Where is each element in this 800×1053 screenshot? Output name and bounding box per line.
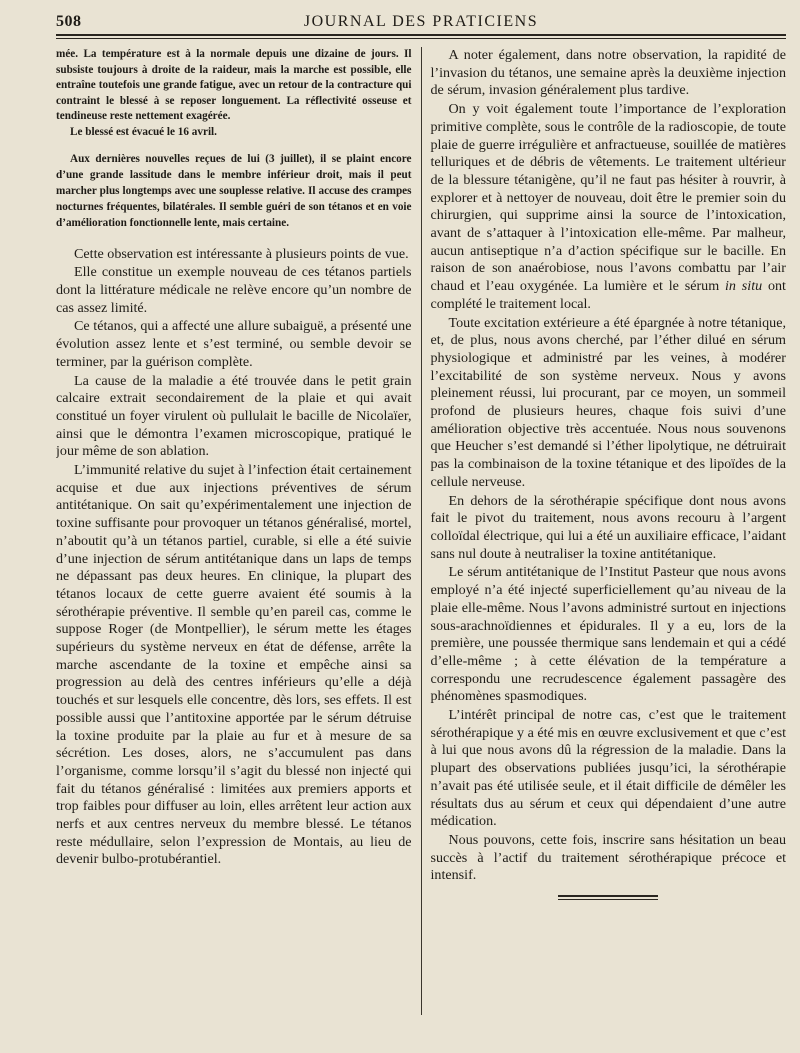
body-paragraph: La cause de la maladie a été trouvée dans le petit grain calcaire extrait secondairement de la plaie et qui avait constitué un foyer virulent où pullulait le bacille de Nicolaïer, ainsi que le démontra l’examen microscopique, pratiqué le jour même de son ablation. xyxy=(56,372,412,460)
body-paragraph: A noter également, dans notre observation, la rapidité de l’invasion du tétanos, une semaine après la deuxième injection de sérum, invasion généralement plus tardive. xyxy=(430,47,786,99)
body-paragraph: Elle constitue un exemple nouveau de ces tétanos partiels dont la littérature médicale ne relève encore qu’un nombre de cas assez limité. xyxy=(56,264,412,316)
latest-news-paragraph: Aux dernières nouvelles reçues de lui (3 juillet), il se plaint encore d’une grande lassitude dans le membre inférieur droit, mais il peut marcher plus longtemps avec une souplesse relative. Il accuse des crampes nocturnes fréquentes, bilatérales. Il semble guéri de son tétanos et en voie d’amélioration fonctionnelle lente, mais certaine. xyxy=(56,152,412,230)
page-header xyxy=(56,10,786,36)
two-column-body xyxy=(56,47,786,1015)
body-text: On y voit également toute l’importance de l’exploration primitive complète, sous le contrôle de la radioscopie, de toute plaie de guerre irrégulière et anfractueuse, souillée de matières telluriques et de débris de vêtements. Le traitement ultérieur de la blessure tétanigène, qu’il ne faut pas hésiter à rouvrir, à explorer et à nettoyer de nouveau, doit être le premier soin du chirurgien, qui supprime ainsi la source de l’intoxication, avant de s’attaquer à l’intoxication elle-même. Par malheur, aucun antiseptique n’a d’action spécifique sur le bacille. En raison de son anaérobiose, nous l’avons combattu par l’air chaud et l’eau oxygénée. La lumière et le sérum xyxy=(430,101,786,295)
body-paragraph: L’intérêt principal de notre cas, c’est que le traitement sérothérapique y a été mis en œuvre exclusivement et que c’est à lui que nous avons dû la régression de la maladie. Dans la plupart des observations publiées jusqu’ici, la sérothérapie n’avait pas été utilisée seule, et il était difficile de démêler les résultats dus au sérum et ceux qui dépendaient d’une autre médication. xyxy=(430,707,786,830)
body-paragraph: Ce tétanos, qui a affecté une allure subaiguë, a présenté une évolution assez lente et s’est terminé, ou semble devoir se terminer, par la guérison complète. xyxy=(56,318,412,370)
case-notes xyxy=(56,47,412,141)
in-situ-italic: in situ xyxy=(725,278,763,295)
body-paragraph: Nous pouvons, cette fois, inscrire sans hésitation un beau succès à l’actif du traitement sérothérapique précoce et intensif. xyxy=(430,831,786,884)
body-paragraph: Cette observation est intéressante à plusieurs points de vue. xyxy=(74,245,409,262)
body-paragraph: Toute excitation extérieure a été épargnée à notre tétanique, et, de plus, nous avons cherché, par l’éther dilué en sérum physiologique et administré par les veines, à modérer l’excitabilité de son système nerveux. Nous y avons pleinement réussi, lui procurant, par ce moyen, un sommeil profond de plusieurs heures, chaque fois suivi d’une amélioration objective très accentuée. Nous nous souvenons que Heucher s’est demandé si l’éther lipolytique, ne détruirait pas la combinaison de la toxine tétanique et des lipoïdes de la cellule nerveuse. xyxy=(430,314,786,490)
article-end-rule xyxy=(558,895,658,897)
right-body-text xyxy=(431,47,787,885)
body-paragraph xyxy=(431,101,787,313)
case-note-paragraph: mée. La température est à la normale depuis une dizaine de jours. Il subsiste toujours à droite de la raideur, mais la marche est possible, elle entraîne toutefois une grande fatigue, avec un retour de la contracture qui contraint le blessé à se reposer longuement. La réflectivité osseuse et tendineuse reste nettement exagérée. xyxy=(56,48,412,123)
body-paragraph: En dehors de la sérothérapie spécifique dont nous avons fait le pivot du traitement, nous avons recouru à l’argent colloïdal électrique, qui lui a été un auxiliaire efficace, l’aidant sans nul doute à neutraliser la toxine antitétanique. xyxy=(430,492,786,562)
left-body-text xyxy=(56,246,412,870)
journal-title: JOURNAL DES PRATICIENS xyxy=(303,13,539,30)
right-column xyxy=(422,47,787,1015)
case-note-paragraph: Le blessé est évacué le 16 avril. xyxy=(70,125,217,138)
header-rule xyxy=(56,38,786,39)
body-text: ont complété le traitement local. xyxy=(430,278,786,312)
body-paragraph: Le sérum antitétanique de l’Institut Pasteur que nous avons employé n’a été injecté superficiellement qu’au niveau de la plaie elle-même. Nous l’avons administré surtout en injections sous-arachnoïdiennes et épidurales. Il y a eu, lors de la première, une poussée thermique sans lendemain et qui a cédé d’elle-même ; à cette élévation de la température a correspondu une recrudescence également passagère des phénomènes spasmodiques. xyxy=(430,564,786,705)
left-column xyxy=(56,47,421,1015)
body-paragraph: L’immunité relative du sujet à l’infection était certainement acquise et due aux injections préventives de sérum antitétanique. On sait qu’expérimentalement une injection de toxine suffisante pour provoquer un tétanos généralisé, mortel, n’aboutit qu’à un tétanos partiel, curable, si elle a été suivie d’une injection de sérum antitétanique dans un laps de temps ne dépassant pas deux heures. En clinique, la plupart des tétanos locaux de cette guerre avaient été soumis à la sérothérapie préventive. Il semble qu’en pareil cas, comme le suppose Roger (de Montpellier), le sérum mette les étages supérieurs du système nerveux en état de défense, arrête la marche ascendante de la toxine et empêche ainsi sa progression au delà des centres inférieurs qu’elle a déjà touchés et sur lesquels elle concentre, dès lors, ses effets. Il est possible aussi que l’antitoxine apportée par le sérum détruise la toxine produite par la plaie au fur et à mesure de sa sécrétion. Les doses, alors, ne s’accumulent pas dans l’organisme, comme lorsqu’il s’agit du blessé non injecté qui fait du tétanos généralisé : limitées aux premiers apports et trop faibles pour diffuser au loin, elles arrêtent leur action aux nerfs et aux centres nerveux du membre blessé. Le tétanos reste médullaire, selon l’expression de Montais, au lieu de devenir bulbo-protubérantiel. xyxy=(56,462,412,868)
article-end-rule xyxy=(558,899,658,900)
page-number: 508 xyxy=(56,13,82,30)
latest-news-note xyxy=(56,151,412,232)
